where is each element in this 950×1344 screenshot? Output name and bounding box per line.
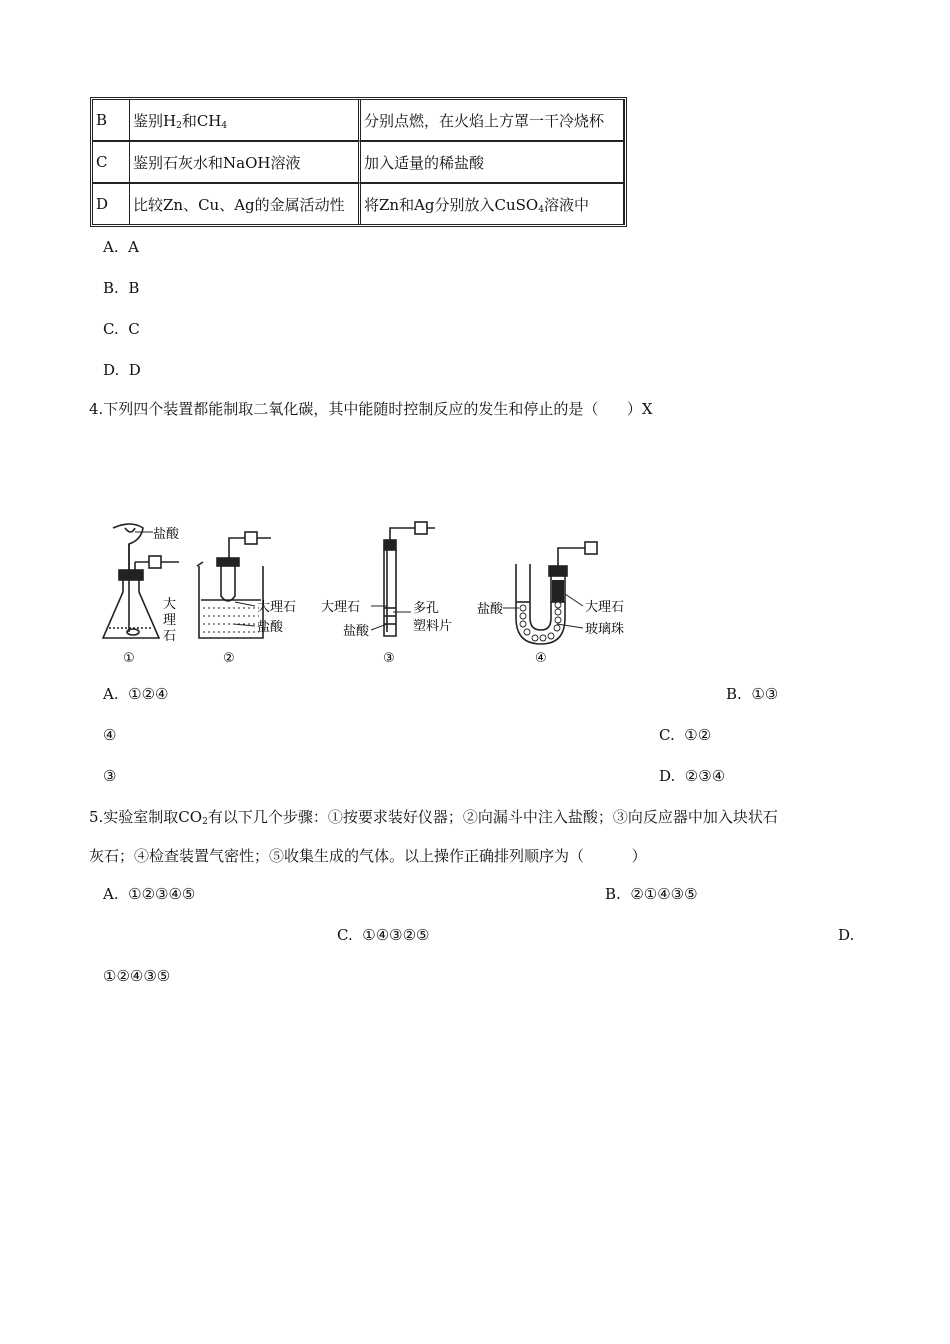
experiment-cell: 比较Zn、Cu、Ag的金属活动性 [130,183,361,224]
label-glass-beads: 玻璃珠 [585,622,625,637]
experiment-cell: 鉴别$H_2$和$CH_4$ [130,100,361,141]
row-letter: C [93,141,130,183]
experiment-cell: 鉴别石灰水和NaOH溶液 [130,141,361,183]
label-acid-4: 盐酸 [477,602,504,617]
q3-option-c[interactable]: C. C [103,320,140,338]
table-row [93,100,624,141]
figure-number-2: ② [223,651,235,666]
q4-option-d[interactable]: D. ②③④ [659,767,726,785]
apparatus-figure [95,520,655,670]
figure-number-1: ① [123,651,135,666]
q5-option-b[interactable]: B. ②①④③⑤ [605,885,698,903]
label-marble-3: 大理石 [321,600,361,615]
figure-number-3: ③ [383,651,395,666]
label-marble-1c: 石 [163,629,177,644]
label-acid-2: 盐酸 [257,620,284,635]
label-marble-1a: 大 [163,597,177,612]
options-table [90,97,627,227]
label-acid-3: 盐酸 [343,624,370,639]
q4-option-c[interactable]: C. ①② [659,726,712,744]
q4-option-b-continued: ④ [103,726,117,744]
q5-option-c[interactable]: C. ①④③②⑤ [337,926,430,944]
q4-option-a[interactable]: A. ①②④ [103,685,169,703]
label-acid-1: 盐酸 [153,527,180,542]
label-marble-1b: 理 [163,613,177,628]
label-marble-4: 大理石 [585,600,625,615]
row-letter: D [93,183,130,224]
q4-stem: 4.下列四个装置都能制取二氧化碳，其中能随时控制反应的发生和停止的是（ ）X [89,400,653,418]
q5-option-a[interactable]: A. ①②③④⑤ [103,885,196,903]
label-porous-1: 多孔 [413,601,440,616]
method-cell: 将Zn和Ag分别放入CuSO$_4$溶液中 [361,183,624,224]
q5-option-d-continued: ①②④③⑤ [103,967,171,985]
q5-stem-line1: 5.实验室制取$CO_2$有以下几个步骤：①按要求装好仪器；②向漏斗中注入盐酸；③向反应器中加入块状石 [89,808,778,827]
label-marble-2: 大理石 [257,600,297,615]
label-porous-2: 塑料片 [413,619,453,634]
q5-stem-line2: 灰石；④检查装置气密性；⑤收集生成的气体。以上操作正确排列顺序为（ ） [89,847,647,865]
method-cell: 加入适量的稀盐酸 [361,141,624,183]
q4-option-b[interactable]: B. ①③ [726,685,779,703]
q5-option-d[interactable]: D. [838,926,855,944]
row-letter: B [93,100,130,141]
table-row [93,141,624,183]
table-row [93,183,624,224]
q3-option-b[interactable]: B. B [103,279,140,297]
method-cell: 分别点燃，在火焰上方罩一干冷烧杯 [361,100,624,141]
q3-option-d[interactable]: D. D [103,361,141,379]
q3-option-a[interactable]: A. A [103,238,139,256]
figure-number-4: ④ [535,651,547,666]
q4-option-c-continued: ③ [103,767,117,785]
